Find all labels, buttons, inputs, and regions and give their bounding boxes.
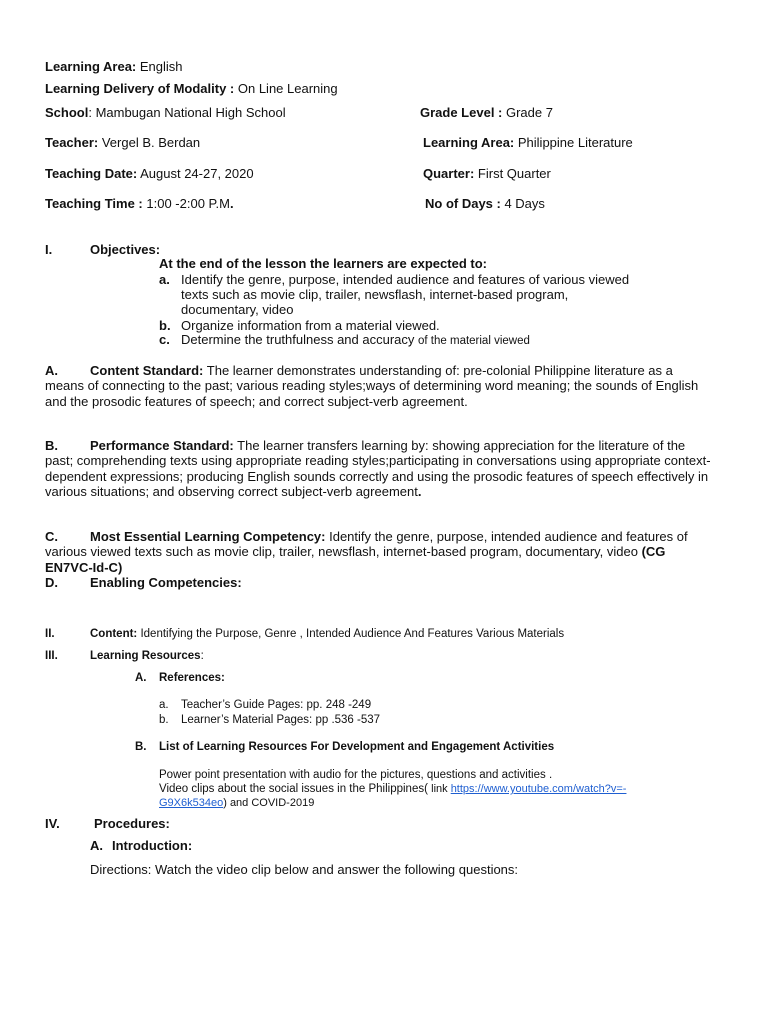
introduction-marker: A. <box>90 838 103 853</box>
content-standard: A. Content Standard: The learner demonstrates understanding of: pre-colonial Philippine literature as a means of connecting to the past; various reading styles;ways of determining word meaning; the sounds of English and the prosodic features of speech; and correct subject-verb agreement. <box>45 363 699 409</box>
performance-standard: B. Performance Standard: The learner transfers learning by: showing appreciation for the literature of the past; comprehending texts using appropriate reading styles;participating in conversations using appropriate context-dependent expressions; producing English sounds correctly and using the prosodic features of speech effectively in various situations; and observing correct subject-verb agreement. <box>45 438 711 500</box>
procedures-label: Procedures: <box>94 816 170 831</box>
youtube-link[interactable]: https://www.youtube.com/watch?v=- <box>450 783 627 795</box>
enabling-label: Enabling Competencies: <box>90 575 242 590</box>
resource-list-marker: B. <box>135 741 147 753</box>
teaching-date-row: Teaching Date: August 24-27, 2020 <box>45 166 254 181</box>
introduction-label: Introduction: <box>112 838 193 853</box>
objective-marker-a: a. <box>159 272 170 287</box>
objective-b-line-1: Organize information from a material viewed. <box>181 318 440 333</box>
modality-row: Learning Delivery of Modality : On Line Learning <box>45 81 338 96</box>
reference-marker-a: a. <box>159 699 169 711</box>
reference-b: Learner’s Material Pages: pp .536 -537 <box>181 714 381 726</box>
youtube-link-continued[interactable]: G9X6k534eo <box>159 797 224 809</box>
directions-text: Directions: Watch the video clip below and answer the following questions: <box>90 862 519 877</box>
objective-a-line-2: texts such as movie clip, trailer, newsflash, internet-based program, <box>181 287 569 302</box>
no-of-days-row: No of Days : 4 Days <box>425 196 545 211</box>
grade-level-row: Grade Level : Grade 7 <box>420 105 553 120</box>
learning-area-2-row: Learning Area: Philippine Literature <box>423 135 633 150</box>
resource-list-line-3: G9X6k534eo) and COVID-2019 <box>159 797 315 809</box>
objective-marker-c: c. <box>159 332 170 347</box>
reference-a: Teacher’s Guide Pages: pp. 248 -249 <box>181 699 372 711</box>
procedures-numeral: IV. <box>45 816 60 831</box>
resource-list-line-2: Video clips about the social issues in the Philippines( link https://www.youtube.com/watch?v=- <box>159 783 627 795</box>
objectives-title: Objectives: <box>90 242 161 257</box>
school-row: School: Mambugan National High School <box>45 105 286 120</box>
objective-a-line-1: Identify the genre, purpose, intended audience and features of various viewed <box>181 272 630 287</box>
reference-marker-b: b. <box>159 714 169 726</box>
content-row: Content: Identifying the Purpose, Genre , Intended Audience And Features Various Materials <box>90 628 565 640</box>
objectives-numeral: I. <box>45 242 53 257</box>
objectives-intro: At the end of the lesson the learners are expected to: <box>159 256 487 271</box>
resource-list-label: List of Learning Resources For Development and Engagement Activities <box>159 741 555 753</box>
references-label: References: <box>159 672 225 684</box>
resources-numeral: III. <box>45 650 58 662</box>
objective-marker-b: b. <box>159 318 171 333</box>
objective-c-line-1: Determine the truthfulness and accuracy of the material viewed <box>181 332 530 347</box>
resource-list-line-1: Power point presentation with audio for the pictures, questions and activities . <box>159 769 553 781</box>
teaching-time-row: Teaching Time : 1:00 -2:00 P.M. <box>45 196 234 211</box>
objective-a-line-3: documentary, video <box>181 302 294 317</box>
resources-label: Learning Resources: <box>90 650 204 662</box>
teacher-row: Teacher: Vergel B. Berdan <box>45 135 201 150</box>
learning-area-row: Learning Area: English <box>45 59 183 74</box>
quarter-row: Quarter: First Quarter <box>423 166 551 181</box>
references-marker: A. <box>135 672 147 684</box>
enabling-marker: D. <box>45 575 58 590</box>
melc: C. Most Essential Learning Competency: Identify the genre, purpose, intended audience and features of various viewed texts such as movie clip, trailer, newsflash, internet-based program, documentary, video (CG EN7VC-Id-C) <box>45 529 688 575</box>
content-numeral: II. <box>45 628 55 640</box>
